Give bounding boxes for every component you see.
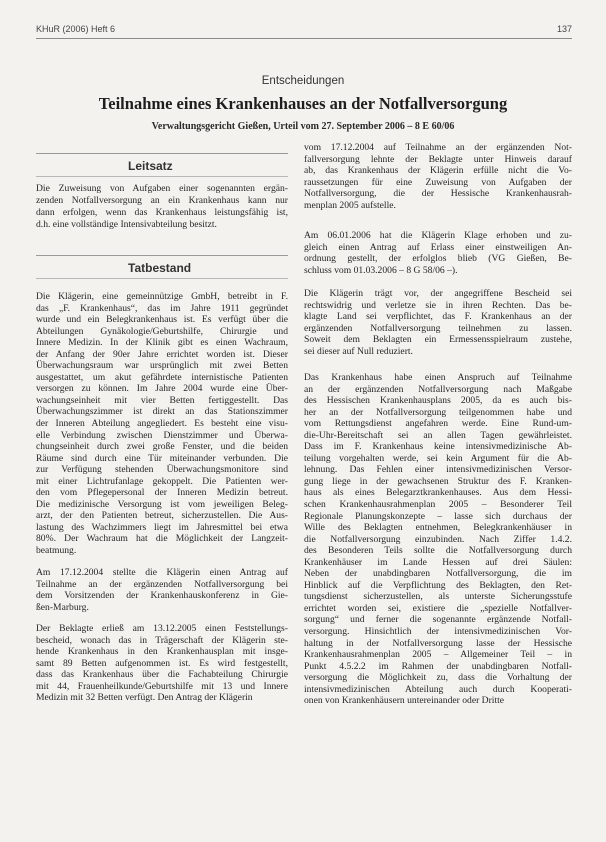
text-line: schen Krankenhausrahmenplan 2005 – Besonderer Teil (304, 499, 572, 511)
text-line: der Anfang der 90er Jahre errichtet worden ist. Dieser (36, 348, 288, 360)
leitsatz-paragraph (36, 183, 288, 231)
text-line: hende Krankenhaus in den Krankenhausplan mit insge- (36, 646, 288, 658)
text-line: Krankenhäuser im Lande Hessen auf drei Säulen: (304, 556, 572, 568)
text-line: Hinblick auf die Verpflichtung des Beklagten, den Ret- (304, 579, 572, 591)
text-line: Regionale Planungskonzepte – lasse sich durchaus der (304, 510, 572, 522)
page-number: 137 (556, 24, 572, 34)
text-line: Punkt 4.5.2.2 im Rahmen der unabdingbaren Notfall- (304, 660, 572, 672)
text-line: des Hessischen Krankenhausplans 2005, da es auch bis- (304, 395, 572, 407)
text-line: ordnung gestellt, der erfolglos blieb (VG Gießen, Be- (304, 253, 572, 265)
paragraph (304, 142, 572, 211)
text-line: ausgestattet, um akut gefährdete internistische Patienten (36, 371, 288, 383)
text-line: des Besonderen Teils sollte die Notfallversorgung durch (304, 545, 572, 557)
text-line: rechtswidrig und verletze sie in ihren Rechten. Das be- (304, 299, 572, 311)
tatbestand-heading (36, 255, 288, 279)
text-line: ßen-Marburg. (36, 601, 89, 613)
text-line: teilung vorgehalten werde, sei kein Argument für die Ab- (304, 452, 572, 464)
text-line: haus als eines Belegarztkrankenhauses. Aus dem Hessi- (304, 487, 572, 499)
text-line: schluss vom 01.03.2006 – 8 G 58/06 –). (304, 264, 458, 276)
text-line: versorgung. Hinsichtlich der intensivmedizinischen Vor- (304, 626, 572, 638)
text-line: zenden Notfallversorgung an ein Krankenhaus kann nur (36, 195, 288, 206)
text-line: vom Rettungsdienst angefahren werde. Eine Rund-um- (304, 418, 572, 430)
text-line: Am 17.12.2004 stellte die Klägerin einen Antrag auf (36, 567, 288, 578)
tatbestand-heading-label: Tatbestand (128, 261, 192, 275)
text-line: ab, das Krankenhaus der Klägerin erfülle nicht die Vo- (304, 165, 572, 177)
text-line: errichtet worden sei, existiere die „spezielle Notfallver- (304, 602, 572, 614)
text-line: Soweit dem Beklagten ein Ermessensspielraum zustehe, (304, 334, 572, 346)
text-line: Das Krankenhaus habe einen Anspruch auf Teilnahme (304, 372, 572, 383)
text-line: versorgen zu können. Im Jahre 2004 wurde eine Über- (36, 383, 288, 395)
text-line: samt 89 Betten aufgenommen ist. Es wird festgestellt, (36, 657, 288, 669)
text-line: gung liege in der gewachsenen Struktur des F. Kranken- (304, 475, 572, 487)
text-line: haltung in der Notfallversorgung lasse der Hessische (304, 637, 572, 649)
text-line: dann erfolgen, wenn das Krankenhaus leistungsfähig ist, (36, 207, 288, 218)
text-line: raussetzungen für eine Zuweisung von Aufgaben der (304, 176, 572, 188)
text-line: bescheid, wonach das in Trägerschaft der Klägerin ste- (36, 634, 288, 646)
court-citation: Verwaltungsgericht Gießen, Urteil vom 27. September 2006 – 8 E 60/06 (151, 121, 455, 132)
text-line: her an der Notfallversorgung teilgenommen habe und (304, 406, 572, 418)
text-line: Innere Medizin. In der Klinik gibt es einen Wachraum, (36, 337, 288, 349)
text-line: tungsdienst sicherzustellen, als unterste Sicherungsstufe (304, 591, 572, 603)
text-line: wurde und ein Belegkrankenhaus ist. Es verfügt über die (36, 314, 288, 326)
text-line: chungseinheit durch zwei große Fenster, und die beiden (36, 441, 288, 453)
text-line: onen von Krankenhäusern untereinander oder Dritte (304, 695, 505, 707)
text-line: wachungseinheit mit vier Betten fertiggestellt. Das (36, 394, 288, 406)
text-line: mit 44, Frauenheilkunde/Geburtshilfe mit 13 und Innere (36, 680, 288, 692)
text-line: vom 17.12.2004 auf Teilnahme an der ergänzenden Not- (304, 142, 572, 153)
text-line: elle Verbindung zwischen Dienstzimmer und Überwa- (36, 429, 288, 441)
text-line: Neben der unabdingbaren Notfallversorgung, die im (304, 568, 572, 580)
leitsatz-heading (36, 153, 288, 177)
text-line: versorgung die Möglichkeit zu, dass die Vorhaltung der (304, 672, 572, 684)
text-line: Die Klägerin, eine gemeinnützige GmbH, betreibt in F. (36, 291, 288, 302)
text-line: Krankenhausrahmenplan 2005 – Allgemeiner Teil – in (304, 649, 572, 661)
paragraph (304, 288, 572, 357)
text-line: Wille des Beklagten entnehmen, Belegkrankenhäuser in (304, 522, 572, 534)
text-line: dem Vorsitzenden der Krankenhauskonferenz in Gie- (36, 590, 288, 602)
paragraph (36, 623, 288, 704)
text-line: ergänzenden Notfallversorgung teilnehmen zu lassen. (304, 322, 572, 334)
text-line: Die Klägerin trägt vor, der angegriffene Bescheid sei (304, 288, 572, 299)
text-line: Überwachungszimmer ist direkt an das Stationszimmer (36, 406, 288, 418)
text-line: 80%. Der Wachraum hat die Möglichkeit der Langzeit- (36, 533, 288, 545)
text-line: Abteilungen Gynäkologie/Geburtshilfe, Chirurgie und (36, 325, 288, 337)
paragraph (304, 372, 572, 707)
journal-header: KHuR (2006) Heft 6 (36, 24, 116, 34)
paragraph (36, 567, 288, 613)
text-line: Dass im F. Krankenhaus keine intensivmedizinische Ab- (304, 441, 572, 453)
text-line: mit einer Lichtrufanlage gekoppelt. Die Patienten wer- (36, 475, 288, 487)
text-line: gleich einen Antrag auf Erlass einer einstweiligen An- (304, 241, 572, 253)
text-line: der Inneren Abteilung angegliedert. Es besteht eine visu- (36, 418, 288, 430)
article-title: Teilnahme eines Krankenhauses an der Notfallversorgung (98, 94, 508, 113)
text-line: Notfallversorgung, die der Hessische Krankenhausrah- (304, 188, 572, 200)
paragraph (304, 230, 572, 276)
text-line: Medizin mit 32 Betten verfügt. Den Antrag der Klägerin (36, 692, 253, 704)
text-line: sei dieser auf Null reduziert. (304, 345, 413, 357)
leitsatz-heading-label: Leitsatz (128, 159, 173, 173)
text-line: Der Beklagte erließ am 13.12.2005 einen Feststellungs- (36, 623, 288, 634)
text-line: das „F. Krankenhaus“, das im Jahre 1911 gegründet (36, 302, 288, 314)
header-rule (36, 38, 572, 39)
text-line: zur Verfügung stehenden Überwachungsmonitore sind (36, 464, 288, 476)
text-line: dass das Krankenhaus über die Fachabteilung Chirurgie (36, 669, 288, 681)
section-label: Entscheidungen (261, 75, 345, 87)
text-line: Überwachungsraum war ursprünglich mit zwei Betten (36, 360, 288, 372)
paragraph (36, 291, 288, 557)
text-line: fallversorgung lehnte der Beklagte unter Hinweis darauf (304, 153, 572, 165)
text-line: klagte Land sei verpflichtet, das F. Krankenhaus an der (304, 311, 572, 323)
text-line: beatmung. (36, 545, 77, 557)
text-line: menplan 2005 aufstelle. (304, 199, 396, 211)
text-line: an der ergänzenden Notfallversorgung nach Maßgabe (304, 383, 572, 395)
text-line: arzt, der den Patienten betreut, sicherzustellen. Die Aus- (36, 510, 288, 522)
text-line: die-Uhr-Bereitschaft sei an allen Tagen gewährleistet. (304, 429, 572, 441)
text-line: Am 06.01.2006 hat die Klägerin Klage erhoben und zu- (304, 230, 572, 241)
text-line: Die Zuweisung von Aufgaben einer sogenannten ergän- (36, 183, 288, 194)
text-line: den vom Pflegepersonal der Inneren Medizin betreut. (36, 487, 288, 499)
text-line: intensivmedizinischen Abteilung auch durch Kooperati- (304, 683, 572, 695)
text-line: sorgung“ und ferner die sogenannte ergänzende Notfall- (304, 614, 572, 626)
text-line: Die medizinische Versorgung ist vom jeweiligen Beleg- (36, 498, 288, 510)
text-line: Räume sind durch eine Tür miteinander verbunden. Die (36, 452, 288, 464)
text-line: Teilnahme an der ergänzenden Notfallversorgung bei (36, 578, 288, 590)
text-line: die Notfallversorgung einzubinden. Nach Ziffer 1.4.2. (304, 533, 572, 545)
text-line: lastung des Wachzimmers liegt im Jahresmittel bei etwa (36, 521, 288, 533)
text-line: d.h. eine vollständige Intensivabteilung besitzt. (36, 219, 217, 230)
text-line: lehnung. Das Fehlen einer intensivmedizinischen Versor- (304, 464, 572, 476)
